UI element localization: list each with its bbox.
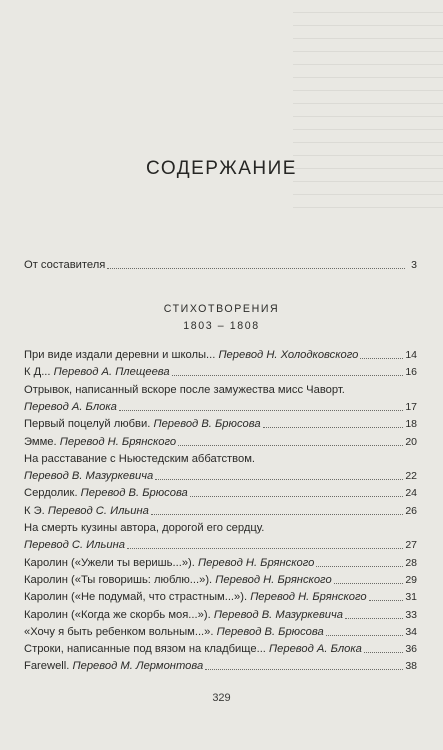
folio-page-number: 329 <box>212 692 231 704</box>
toc-entry[interactable] <box>24 380 417 397</box>
entry-title: К Э. <box>24 504 45 517</box>
entry-text <box>24 590 367 604</box>
page-number: 3 <box>411 259 417 271</box>
toc-entry[interactable] <box>24 535 417 552</box>
page-title: СОДЕРЖАНИЕ <box>146 158 297 179</box>
entry-translator: Перевод Н. Брянского <box>250 591 367 604</box>
page-number: 28 <box>405 556 417 569</box>
entry-text <box>24 659 203 673</box>
toc-entry[interactable] <box>24 414 417 431</box>
page-number: 38 <box>405 660 417 673</box>
entry-translator: Перевод С. Ильина <box>24 539 125 552</box>
toc-entry[interactable] <box>24 432 417 449</box>
entry-text <box>24 608 343 622</box>
toc-entry[interactable] <box>24 622 417 639</box>
page-number: 16 <box>405 366 417 379</box>
entry-text <box>24 400 117 414</box>
entry-text <box>24 521 264 535</box>
toc-entry[interactable] <box>24 483 417 500</box>
toc-entry[interactable] <box>24 518 417 535</box>
entry-title: Первый поцелуй любви. <box>24 418 151 431</box>
entry-title: Сердолик. <box>24 487 78 500</box>
dot-leader <box>364 652 403 653</box>
dot-leader <box>151 514 403 515</box>
dot-leader <box>178 445 403 446</box>
entry-text <box>24 452 255 466</box>
dot-leader <box>190 496 404 497</box>
entry-text <box>24 469 153 483</box>
entry-title: При виде издали деревни и школы... <box>24 349 216 361</box>
toc-entry[interactable] <box>24 570 417 587</box>
entry-title: Каролин («Ты говоришь: люблю...»). <box>24 573 213 586</box>
entry-title: Эмме. <box>24 435 57 448</box>
toc-entry[interactable] <box>24 345 417 362</box>
page-number: 14 <box>405 349 417 361</box>
page-number: 18 <box>405 418 417 431</box>
toc-entry[interactable] <box>24 397 417 414</box>
entry-translator: Перевод М. Лермонтова <box>72 660 204 673</box>
dot-leader <box>172 375 404 376</box>
dot-leader <box>334 583 404 584</box>
toc-entry[interactable] <box>24 553 417 570</box>
entry-translator: Перевод В. Брюсова <box>216 625 324 638</box>
entry-text <box>24 642 362 656</box>
toc-entry[interactable] <box>24 656 417 673</box>
page-number: 36 <box>405 643 417 656</box>
entry-text <box>24 348 358 362</box>
entry-translator: Перевод А. Блока <box>24 400 117 413</box>
entry-translator: Перевод В. Мазуркевича <box>213 608 344 621</box>
entry-text <box>24 383 345 397</box>
entry-title: Каролин («Не подумай, что страстным...»). <box>24 591 248 604</box>
page-number: 33 <box>405 608 417 621</box>
dot-leader <box>263 427 404 428</box>
entry-translator: Перевод Н. Брянского <box>197 556 315 569</box>
toc-entry-preface[interactable] <box>24 255 417 272</box>
entry-title: Отрывок, написанный вскоре после замужества мисс Чаворт. <box>24 383 345 396</box>
dot-leader <box>205 669 403 670</box>
toc-entry[interactable] <box>24 466 417 483</box>
entry-text <box>24 504 149 518</box>
page-number: 29 <box>405 573 417 586</box>
entry-translator: Перевод Н. Холодковского <box>218 349 359 361</box>
dot-leader <box>326 635 404 636</box>
entry-translator: Перевод А. Блока <box>269 643 362 656</box>
entry-translator: Перевод А. Плещеева <box>53 366 170 379</box>
page-number: 34 <box>405 625 417 638</box>
entry-text <box>24 486 188 500</box>
entry-title: На смерть кузины автора, дорогой его сердцу. <box>24 522 265 534</box>
dot-leader <box>127 548 403 549</box>
entry-translator: Перевод В. Брюсова <box>153 418 261 431</box>
toc-entry[interactable] <box>24 362 417 379</box>
entry-title: «Хочу я быть ребенком вольным...». <box>24 625 214 638</box>
dot-leader <box>119 410 403 411</box>
entry-text <box>24 435 176 449</box>
page-number: 17 <box>405 400 417 413</box>
toc-entry[interactable] <box>24 449 417 466</box>
page-number: 31 <box>405 591 417 604</box>
dot-leader <box>360 358 403 359</box>
entry-title: Каролин («Когда же скорбь моя...»). <box>24 608 211 621</box>
entry-text <box>24 573 332 587</box>
section-years: 1803 – 1808 <box>183 320 260 332</box>
toc-entry[interactable] <box>24 501 417 518</box>
entry-text <box>24 365 170 379</box>
toc-entry[interactable] <box>24 587 417 604</box>
entry-text <box>24 417 261 431</box>
entry-translator: Перевод Н. Брянского <box>215 573 332 586</box>
page-number: 26 <box>405 504 417 517</box>
toc-entry[interactable] <box>24 605 417 622</box>
entry-title: Каролин («Ужели ты веришь...»). <box>24 556 195 569</box>
entry-text <box>24 556 314 570</box>
entry-translator: Перевод Н. Брянского <box>59 435 177 448</box>
dot-leader <box>345 618 403 619</box>
page-number: 27 <box>405 539 417 552</box>
entry-text <box>24 538 125 552</box>
entry-title: От составителя <box>24 259 106 271</box>
entry-translator: Перевод В. Мазуркевича <box>24 470 154 483</box>
entry-title: Farewell. <box>24 660 70 673</box>
entry-translator: Перевод В. Брюсова <box>80 487 188 500</box>
dot-leader <box>316 566 403 567</box>
entry-title: На расставание с Ньюстедским аббатством. <box>24 452 256 465</box>
entry-title: Строки, написанные под вязом на кладбище... <box>24 643 266 656</box>
dot-leader <box>155 479 403 480</box>
dot-leader <box>369 600 404 601</box>
page-number: 24 <box>405 487 417 500</box>
page-number: 20 <box>405 435 417 448</box>
entry-translator: Перевод С. Ильина <box>47 504 149 517</box>
page-number: 22 <box>405 470 417 483</box>
section-heading: СТИХОТВОРЕНИЯ <box>163 303 280 315</box>
entry-title: К Д... <box>24 366 51 379</box>
entry-text <box>24 625 324 639</box>
dot-leader <box>107 268 405 269</box>
toc-entry[interactable] <box>24 639 417 656</box>
